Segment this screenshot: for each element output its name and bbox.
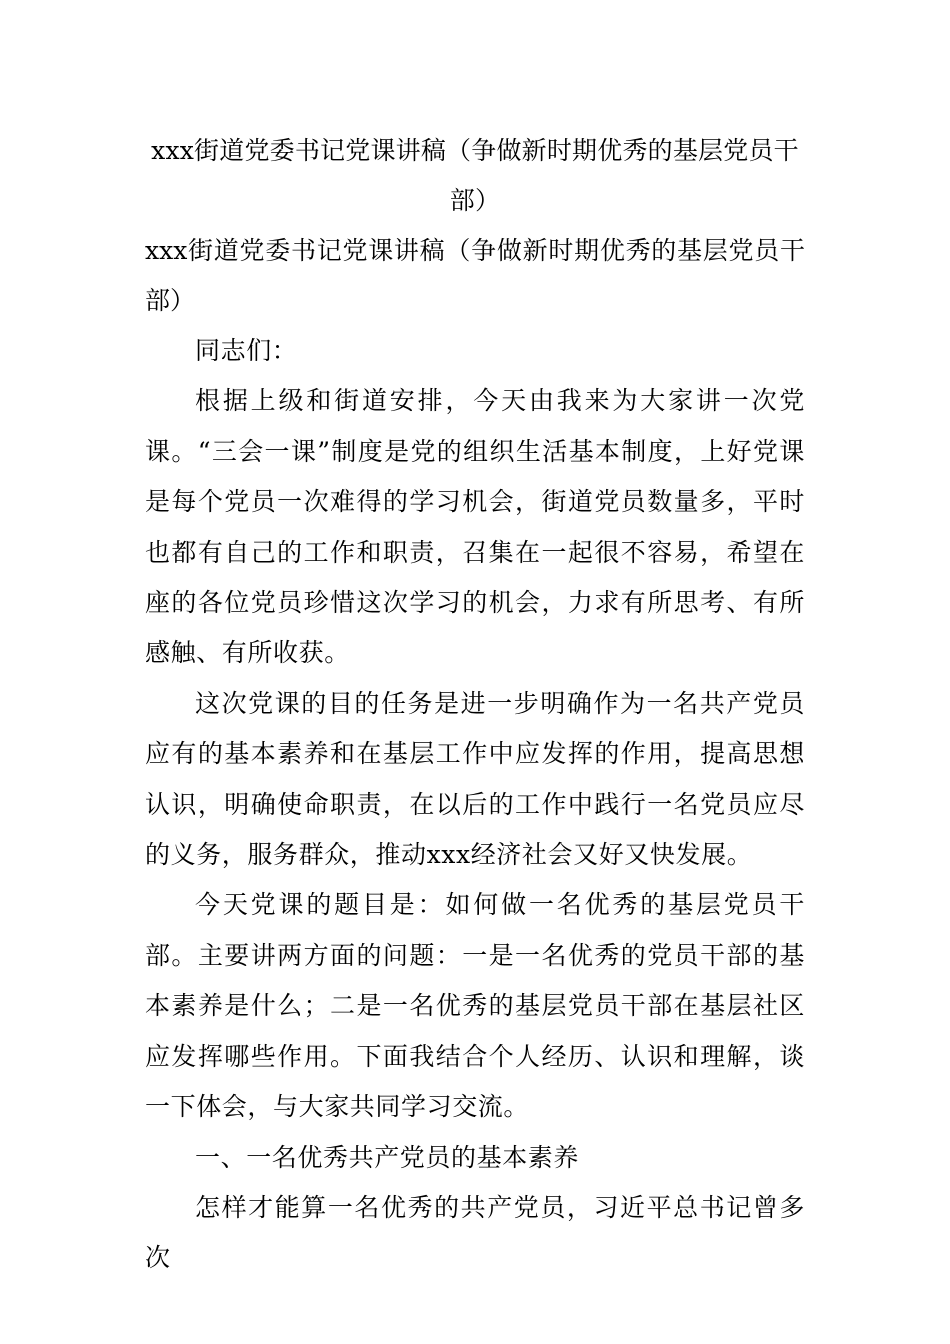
paragraph-section-1: 怎样才能算一名优秀的共产党员，习近平总书记曾多次 xyxy=(145,1192,805,1273)
section-heading-1: 一、一名优秀共产党员的基本素养 xyxy=(195,1142,580,1172)
paragraph-topic: 今天党课的题目是：如何做一名优秀的基层党员干部。主要讲两方面的问题：一是一名优秀的党员干部的基本素养是什么；二是一名优秀的基层党员干部在基层社区应发挥哪些作用。下面我结合个人经历、认识和理解，谈一下体会，与大家共同学习交流。 xyxy=(145,890,805,1122)
document-title: xxx街道党委书记党课讲稿（争做新时期优秀的基层党员干部） xyxy=(151,136,799,215)
document-content xyxy=(145,126,805,1284)
paragraph-purpose: 这次党课的目的任务是进一步明确作为一名共产党员应有的基本素养和在基层工作中应发挥的作用，提高思想认识，明确使命职责，在以后的工作中践行一名党员应尽的义务，服务群众，推动xxx经济社会又好又快发展。 xyxy=(145,688,805,870)
salutation: 同志们： xyxy=(195,336,298,365)
paragraph-intro: 根据上级和街道安排，今天由我来为大家讲一次党课。“三会一课”制度是党的组织生活基本制度，上好党课是每个党员一次难得的学习机会，街道党员数量多，平时也都有自己的工作和职责，召集在一起很不容易，希望在座的各位党员珍惜这次学习的机会，力求有所思考、有所感触、有所收获。 xyxy=(145,386,805,668)
document-subtitle: xxx街道党委书记党课讲稿（争做新时期优秀的基层党员干部） xyxy=(145,236,805,315)
